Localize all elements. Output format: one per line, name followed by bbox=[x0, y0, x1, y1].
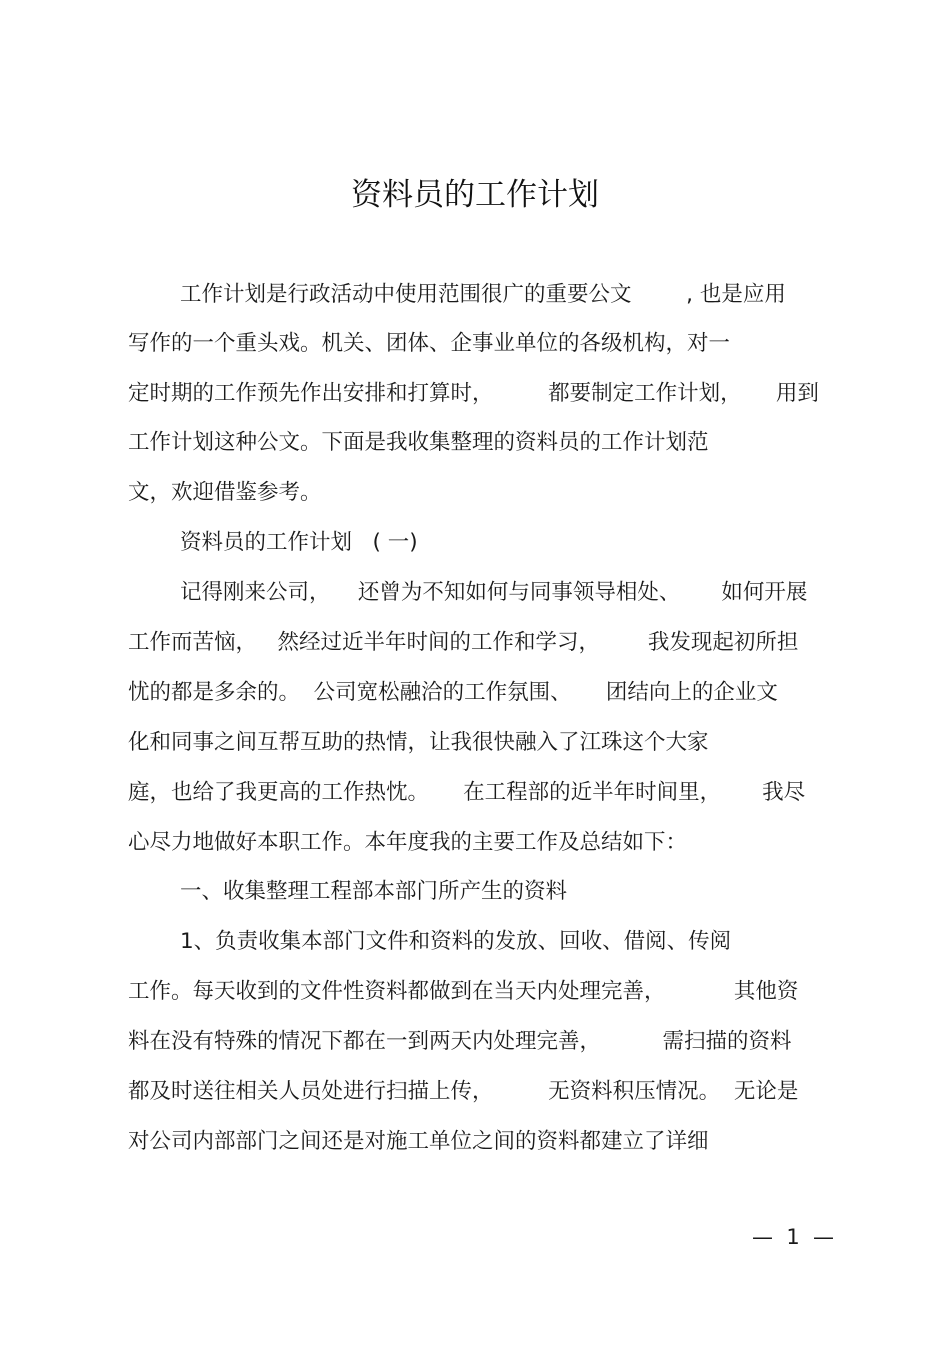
paragraph-line: 写作的一个重头戏。机关、团体、企事业单位的各级机构，对一 bbox=[128, 331, 731, 356]
document-title: 资料员的工作计划 bbox=[351, 177, 599, 213]
paragraph-line: 都及时送往相关人员处进行扫描上传， 无资料积压情况。 无论是 bbox=[128, 1079, 799, 1104]
paragraph-line: 心尽力地做好本职工作。本年度我的主要工作及总结如下： bbox=[128, 830, 688, 855]
paragraph-line: 工作计划是行政活动中使用范围很广的重要公文 , 也是应用 bbox=[180, 282, 786, 307]
paragraph-line: 对公司内部部门之间还是对施工单位之间的资料都建立了详细 bbox=[128, 1129, 709, 1154]
section-heading: 一、收集整理工程部本部门所产生的资料 bbox=[180, 879, 568, 904]
paragraph-line: 文，欢迎借鉴参考。 bbox=[128, 480, 322, 505]
paragraph-line: 1、负责收集本部门文件和资料的发放、回收、借阅、传阅 bbox=[180, 929, 732, 954]
paragraph-line: 庭，也给了我更高的工作热忱。 在工程部的近半年时间里， 我尽 bbox=[128, 780, 806, 805]
paragraph-line: 料在没有特殊的情况下都在一到两天内处理完善， 需扫描的资料 bbox=[128, 1029, 792, 1054]
paragraph-line: 化和同事之间互帮互助的热情，让我很快融入了江珠这个大家 bbox=[128, 730, 709, 755]
paragraph-line: 忧的都是多余的。 公司宽松融洽的工作氛围、 团结向上的企业文 bbox=[128, 680, 778, 705]
paragraph-line: 定时期的工作预先作出安排和打算时， 都要制定工作计划， 用到 bbox=[128, 381, 819, 406]
paragraph-line: 记得刚来公司， 还曾为不知如何与同事领导相处、 如何开展 bbox=[180, 580, 808, 605]
paragraph-line: 工作。每天收到的文件性资料都做到在当天内处理完善， 其他资 bbox=[128, 979, 799, 1004]
paragraph-line: 工作而苦恼， 然经过近半年时间的工作和学习， 我发现起初所担 bbox=[128, 630, 799, 655]
section-heading: 资料员的工作计划 ( 一) bbox=[180, 530, 418, 555]
page-number: — 1 — bbox=[752, 1225, 835, 1249]
paragraph-line: 工作计划这种公文。下面是我收集整理的资料员的工作计划范 bbox=[128, 430, 709, 455]
